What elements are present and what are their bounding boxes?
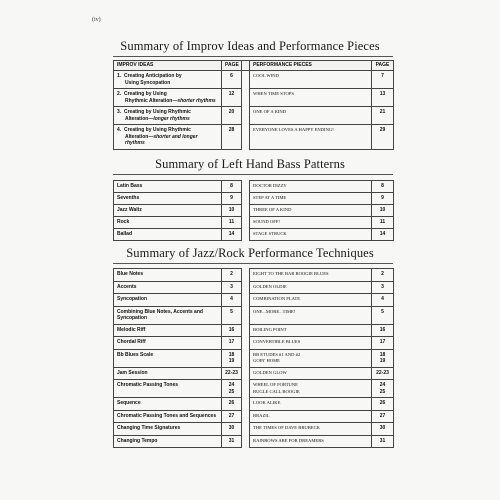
page-cell: 13: [372, 89, 394, 107]
page-cell: 31: [222, 435, 242, 448]
bass-table: [113, 180, 394, 241]
page-cell: 28: [222, 125, 242, 150]
table-header-row: [114, 61, 394, 71]
improv-idea: 3. Creating by Using Rhythmic Alteration—longer rhythms: [114, 107, 222, 125]
page-cell: 26: [222, 398, 242, 411]
performance-piece: EIGHT TO THE BAR BOOGIE BLUES: [250, 269, 372, 282]
page-cell: 24 25: [372, 380, 394, 398]
column-gap: [242, 367, 250, 380]
page-cell: 8: [372, 181, 394, 193]
page-cell: 9: [222, 193, 242, 205]
column-gap: [242, 229, 250, 241]
table-row: [114, 281, 394, 294]
column-gap: [242, 61, 250, 71]
column-gap: [242, 337, 250, 350]
column-gap: [242, 107, 250, 125]
table-row: [114, 89, 394, 107]
technique-name: Changing Time Signatures: [114, 423, 222, 436]
column-gap: [242, 181, 250, 193]
table-row: [114, 398, 394, 411]
header-performance-pieces: PERFORMANCE PIECES: [250, 61, 372, 71]
performance-piece: RAINBOWS ARE FOR DREAMERS: [250, 435, 372, 448]
column-gap: [242, 281, 250, 294]
page-cell: 6: [222, 71, 242, 89]
page-cell: 18 19: [222, 349, 242, 367]
column-gap: [242, 294, 250, 307]
page-cell: 20: [222, 107, 242, 125]
technique-name: Chordal Riff: [114, 337, 222, 350]
performance-piece: COOL WIND: [250, 71, 372, 89]
performance-piece: CONVERTIBLE BLUES: [250, 337, 372, 350]
performance-piece: STEP AT A TIME: [250, 193, 372, 205]
table-row: [114, 71, 394, 89]
table-row: [114, 193, 394, 205]
column-gap: [242, 71, 250, 89]
table-row: [114, 337, 394, 350]
technique-name: Jam Session: [114, 367, 222, 380]
performance-piece: BOILING POINT: [250, 324, 372, 337]
technique-name: Syncopation: [114, 294, 222, 307]
performance-piece: WHEN TIME STOPS: [250, 89, 372, 107]
page-cell: 9: [372, 193, 394, 205]
performance-piece: GOLDEN OLDIE: [250, 281, 372, 294]
performance-piece: THREE OF A KIND: [250, 205, 372, 217]
table-row: [114, 367, 394, 380]
table-row: [114, 107, 394, 125]
table-row: [114, 217, 394, 229]
technique-name: Combining Blue Notes, Accents and Syncopation: [114, 306, 222, 324]
table-row: [114, 269, 394, 282]
section-rule: [113, 174, 393, 175]
page-cell: 10: [222, 205, 242, 217]
page-cell: 27: [372, 410, 394, 423]
table-row: [114, 380, 394, 398]
page-cell: 5: [372, 306, 394, 324]
bass-pattern: Latin Bass: [114, 181, 222, 193]
performance-piece: THE TIMES OF DAVE BRUBECK: [250, 423, 372, 436]
performance-piece: EVERYONE LOVES A HAPPY ENDING!: [250, 125, 372, 150]
page-cell: 22-23: [222, 367, 242, 380]
technique-name: Chromatic Passing Tones: [114, 380, 222, 398]
section-rule: [113, 263, 393, 264]
performance-piece: ONE OF A KIND: [250, 107, 372, 125]
improv-idea: 2. Creating by Using Rhythmic Alteration—shorter rhythms: [114, 89, 222, 107]
technique-name: Accents: [114, 281, 222, 294]
header-page: PAGE: [222, 61, 242, 71]
column-gap: [242, 398, 250, 411]
page-cell: 8: [222, 181, 242, 193]
performance-piece: STAGE STRUCK: [250, 229, 372, 241]
page-cell: 26: [372, 398, 394, 411]
page-cell: 3: [222, 281, 242, 294]
column-gap: [242, 193, 250, 205]
technique-name: Chromatic Passing Tones and Sequences: [114, 410, 222, 423]
performance-piece: WHEEL OF FORTUNE BUGLE CALL BOOGIE: [250, 380, 372, 398]
bass-pattern: Rock: [114, 217, 222, 229]
column-gap: [242, 205, 250, 217]
page-number: (iv): [92, 17, 101, 23]
performance-piece: DOCTOR DIZZY: [250, 181, 372, 193]
performance-piece: ONE...MORE...TIME!: [250, 306, 372, 324]
page-cell: 5: [222, 306, 242, 324]
header-page: PAGE: [372, 61, 394, 71]
header-improv-ideas: IMPROV IDEAS: [114, 61, 222, 71]
page-cell: 22-23: [372, 367, 394, 380]
page-cell: 12: [222, 89, 242, 107]
column-gap: [242, 324, 250, 337]
improv-idea: 1. Creating Anticipation by Using Syncopation: [114, 71, 222, 89]
table-row: [114, 229, 394, 241]
section-title-improv: Summary of Improv Ideas and Performance Pieces: [120, 39, 380, 53]
bass-pattern: Sevenths: [114, 193, 222, 205]
column-gap: [242, 125, 250, 150]
page-cell: 29: [372, 125, 394, 150]
performance-piece: BRAZIL: [250, 410, 372, 423]
table-row: [114, 125, 394, 150]
page-cell: 2: [222, 269, 242, 282]
page-cell: 17: [222, 337, 242, 350]
page-cell: 10: [372, 205, 394, 217]
improv-table: [113, 60, 394, 150]
page-cell: 30: [222, 423, 242, 436]
page-cell: 7: [372, 71, 394, 89]
page-cell: 27: [222, 410, 242, 423]
page-cell: 16: [222, 324, 242, 337]
performance-piece: LOOK ALIKE: [250, 398, 372, 411]
column-gap: [242, 89, 250, 107]
page-cell: 11: [372, 217, 394, 229]
page-cell: 4: [372, 294, 394, 307]
table-row: [114, 423, 394, 436]
performance-piece: SOUND OFF!: [250, 217, 372, 229]
bass-pattern: Jazz Waltz: [114, 205, 222, 217]
page-cell: 2: [372, 269, 394, 282]
table-row: [114, 306, 394, 324]
column-gap: [242, 349, 250, 367]
page-cell: 4: [222, 294, 242, 307]
page-cell: 31: [372, 435, 394, 448]
table-row: [114, 410, 394, 423]
improv-idea: 4. Creating by Using Rhythmic Alteration—shorter and longer rhythms: [114, 125, 222, 150]
column-gap: [242, 306, 250, 324]
technique-name: Sequence: [114, 398, 222, 411]
column-gap: [242, 423, 250, 436]
page-cell: 14: [222, 229, 242, 241]
table-row: [114, 181, 394, 193]
table-row: [114, 349, 394, 367]
section-title-techniques: Summary of Jazz/Rock Performance Techniques: [126, 246, 374, 260]
page-cell: 16: [372, 324, 394, 337]
page-cell: 21: [372, 107, 394, 125]
bass-pattern: Ballad: [114, 229, 222, 241]
performance-piece: GOLDEN GLOW: [250, 367, 372, 380]
column-gap: [242, 269, 250, 282]
column-gap: [242, 435, 250, 448]
page-cell: 11: [222, 217, 242, 229]
column-gap: [242, 217, 250, 229]
technique-name: Melodic Riff: [114, 324, 222, 337]
page-cell: 14: [372, 229, 394, 241]
page-cell: 3: [372, 281, 394, 294]
performance-piece: BB ETUDES #1 AND #2 GOIN' HOME: [250, 349, 372, 367]
table-row: [114, 205, 394, 217]
performance-piece: COMBINATION PLATE: [250, 294, 372, 307]
techniques-table: [113, 268, 394, 448]
table-row: [114, 294, 394, 307]
section-title-bass: Summary of Left Hand Bass Patterns: [155, 157, 345, 171]
page-cell: 24 25: [222, 380, 242, 398]
section-rule: [113, 56, 393, 57]
column-gap: [242, 410, 250, 423]
technique-name: Blue Notes: [114, 269, 222, 282]
technique-name: Changing Tempo: [114, 435, 222, 448]
column-gap: [242, 380, 250, 398]
technique-name: Bb Blues Scale: [114, 349, 222, 367]
page-cell: 30: [372, 423, 394, 436]
page-cell: 18 19: [372, 349, 394, 367]
page-cell: 17: [372, 337, 394, 350]
table-row: [114, 324, 394, 337]
table-row: [114, 435, 394, 448]
